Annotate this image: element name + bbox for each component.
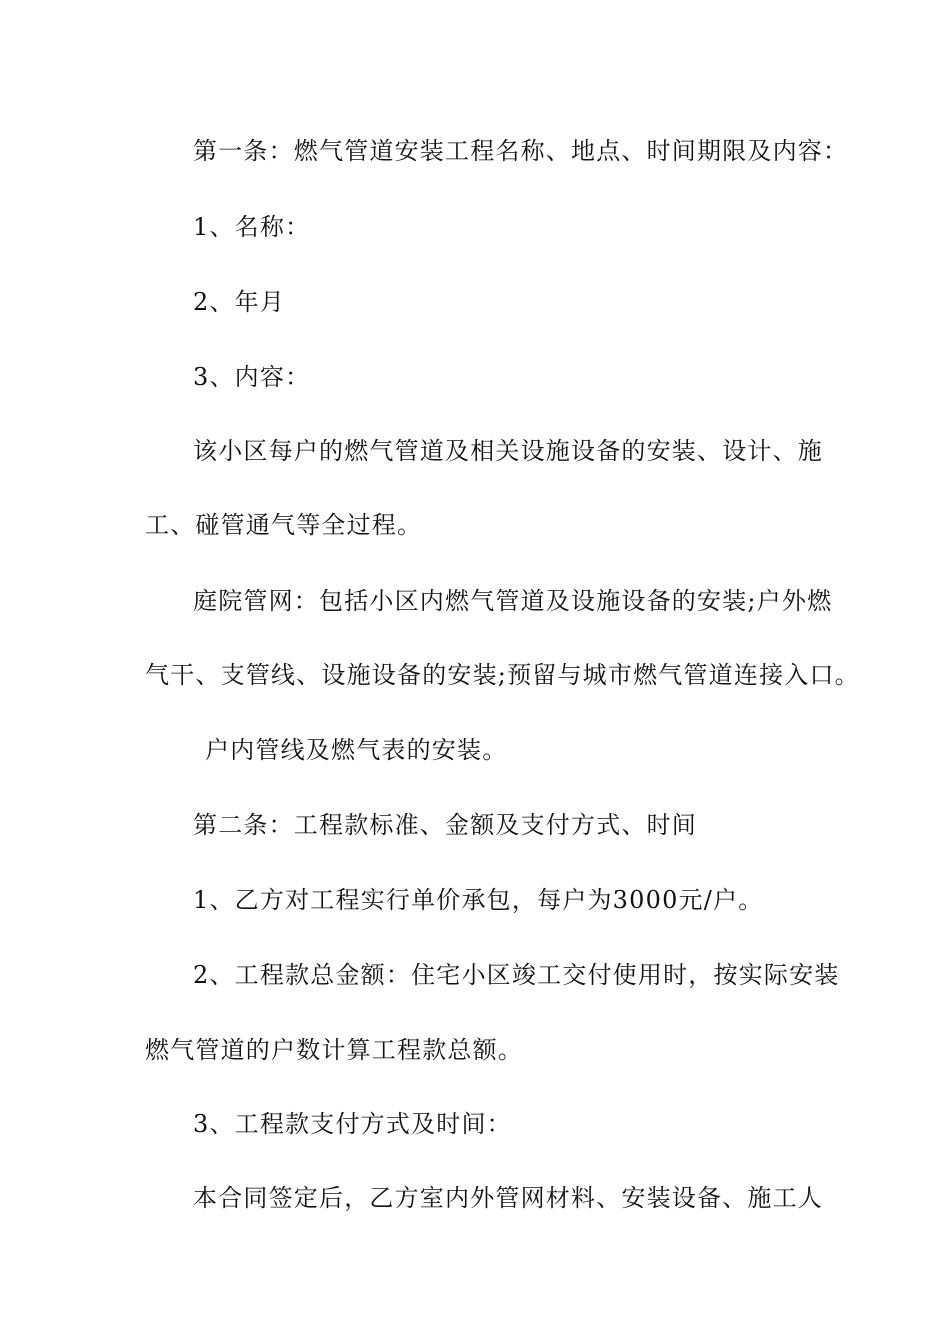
paragraph-line: 燃气管道的户数计算工程款总额。 xyxy=(145,1036,523,1064)
payment-item-1: 1、乙方对工程实行单价承包，每户为3000元/户。 xyxy=(193,886,764,914)
payment-item-3: 3、工程款支付方式及时间： xyxy=(193,1110,512,1138)
payment-item-2: 2、工程款总金额：住宅小区竣工交付使用时，按实际安装 xyxy=(193,961,840,989)
paragraph-line: 户内管线及燃气表的安装。 xyxy=(205,736,508,764)
clause-2-heading: 第二条：工程款标准、金额及支付方式、时间 xyxy=(193,811,697,839)
paragraph-line: 该小区每户的燃气管道及相关设施设备的安装、设计、施 xyxy=(193,437,823,465)
item-content: 3、内容： xyxy=(193,363,311,391)
item-date: 2、年月 xyxy=(193,288,286,316)
item-name: 1、名称： xyxy=(193,213,311,241)
paragraph-line: 庭院管网：包括小区内燃气管道及设施设备的安装;户外燃 xyxy=(193,587,833,615)
paragraph-line: 本合同签定后，乙方室内外管网材料、安装设备、施工人 xyxy=(193,1184,823,1212)
clause-1-heading: 第一条：燃气管道安装工程名称、地点、时间期限及内容： xyxy=(193,137,849,165)
paragraph-line: 工、碰管通气等全过程。 xyxy=(145,511,423,539)
paragraph-line: 气干、支管线、设施设备的安装;预留与城市燃气管道连接入口。 xyxy=(145,661,860,689)
